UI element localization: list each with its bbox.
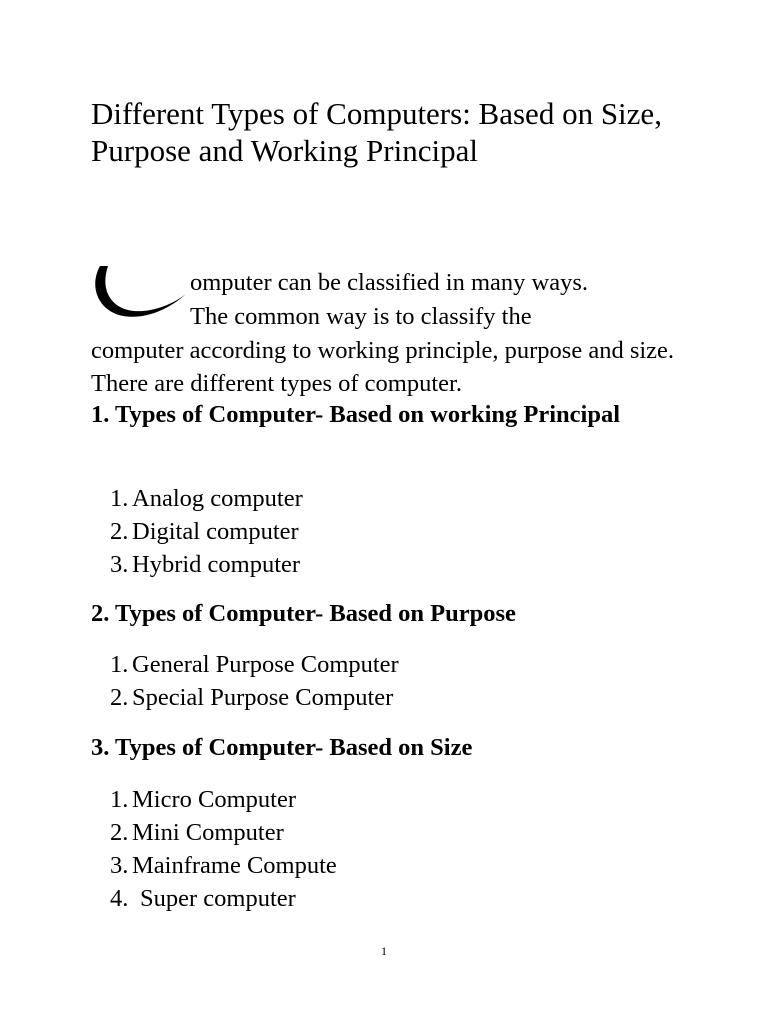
list-number: 3. (110, 551, 129, 578)
intro-line-2: The common way is to classify the (190, 303, 532, 330)
list-number: 1. (110, 485, 129, 512)
section-heading-size: 3. Types of Computer- Based on Size (91, 734, 473, 761)
list-item (110, 548, 300, 581)
list-item (110, 515, 299, 548)
section-heading-working-principal: 1. Types of Computer- Based on working Principal (91, 401, 621, 428)
page-number: 1 (381, 944, 387, 958)
list-item-text: Mainframe Compute (132, 852, 337, 879)
list-number: 2. (110, 684, 129, 711)
list-item-text: General Purpose Computer (132, 651, 399, 678)
list-number: 2. (110, 819, 129, 846)
list-number: 1. (110, 786, 129, 813)
list-item (110, 783, 296, 816)
list-item-text: Hybrid computer (132, 551, 301, 578)
list-item (110, 849, 337, 882)
list-item (110, 882, 296, 915)
list-number: 1. (110, 651, 129, 678)
list-item (110, 816, 284, 849)
list-number: 2. (110, 518, 129, 545)
drop-cap-c (86, 262, 190, 324)
list-item-text: Micro Computer (132, 786, 296, 813)
list-number: 3. (110, 852, 129, 879)
list-item-text: Special Purpose Computer (132, 684, 394, 711)
section-heading-purpose: 2. Types of Computer- Based on Purpose (91, 600, 516, 627)
list-item (110, 482, 303, 515)
list-item-text: Mini Computer (132, 819, 284, 846)
intro-line-1: omputer can be classified in many ways. (190, 269, 589, 296)
document-title: Different Types of Computers: Based on Size, Purpose and Working Principal (91, 96, 662, 168)
list-item (110, 648, 399, 681)
intro-paragraph: computer according to working principle, purpose and size. There are different types of computer. (91, 337, 675, 397)
list-item-text: Analog computer (132, 485, 303, 512)
list-number: 4. (110, 885, 129, 912)
list-item-text: Digital computer (132, 518, 299, 545)
list-item-text: Super computer (140, 885, 296, 912)
list-item (110, 681, 393, 714)
